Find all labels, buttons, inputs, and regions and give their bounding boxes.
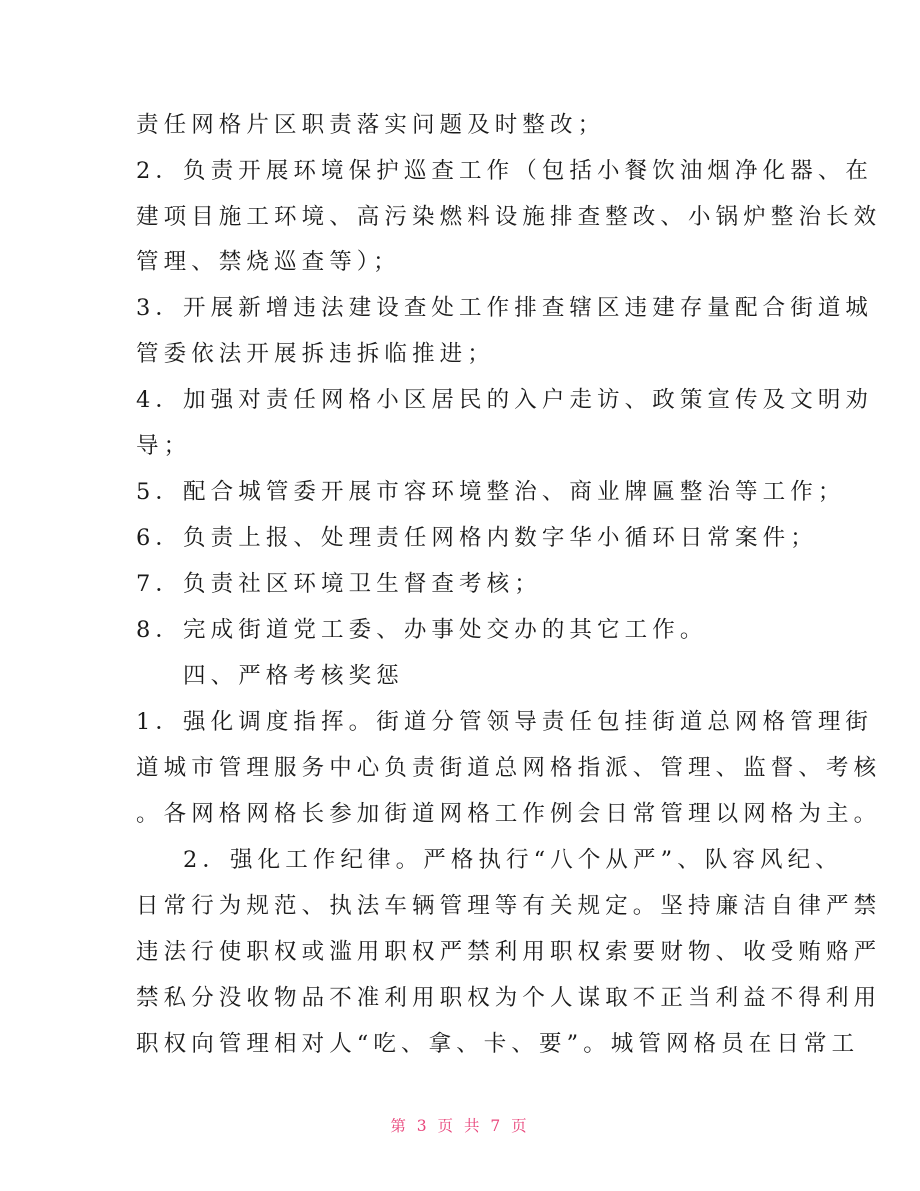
text-line: 管理、禁烧巡查等）； [136,249,401,275]
text-line: 责任网格片区职责落实问题及时整改； [136,112,606,138]
text-line: 道城市管理服务中心负责街道总网格指派、管理、监督、考核 [136,755,882,781]
text-line: 3．开展新增违法建设查处工作排查辖区违建存量配合街道城 [136,295,874,321]
text-line: 日常行为规范、执法车辆管理等有关规定。坚持廉洁自律严禁 [136,893,882,919]
text-line: 6．负责上报、处理责任网格内数字华小循环日常案件； [136,525,818,551]
text-line: 管委依法开展拆违拆临推进； [136,341,495,367]
text-line: 1．强化调度指挥。街道分管领导责任包挂街道总网格管理街 [136,709,874,735]
text-line: 8．完成街道党工委、办事处交办的其它工作。 [136,617,708,643]
text-line: 。各网格网格长参加街道网格工作例会日常管理以网格为主。 [136,801,882,827]
section-heading: 四、严格考核奖惩 [183,663,404,689]
text-line: 2．强化工作纪律。严格执行“八个从严”、队容风纪、 [183,847,843,873]
text-line: 建项目施工环境、高污染燃料设施排查整改、小锅炉整治长效 [136,204,882,230]
text-line: 违法行使职权或滥用职权严禁利用职权索要财物、收受贿赂严 [136,939,882,965]
text-line: 2．负责开展环境保护巡查工作（包括小餐饮油烟净化器、在 [136,158,874,184]
text-line: 4．加强对责任网格小区居民的入户走访、政策宣传及文明劝 [136,387,874,413]
page-number-footer: 第 3 页 共 7 页 [390,1117,530,1135]
text-line: 职权向管理相对人“吃、拿、卡、要”。城管网格员在日常工 [136,1031,860,1057]
text-line: 7．负责社区环境卫生督查考核； [136,571,542,597]
text-line: 禁私分没收物品不准利用职权为个人谋取不正当利益不得利用 [136,985,882,1011]
text-line: 5．配合城管委开展市容环境整治、商业牌匾整治等工作； [136,479,846,505]
text-line: 导； [136,433,192,459]
